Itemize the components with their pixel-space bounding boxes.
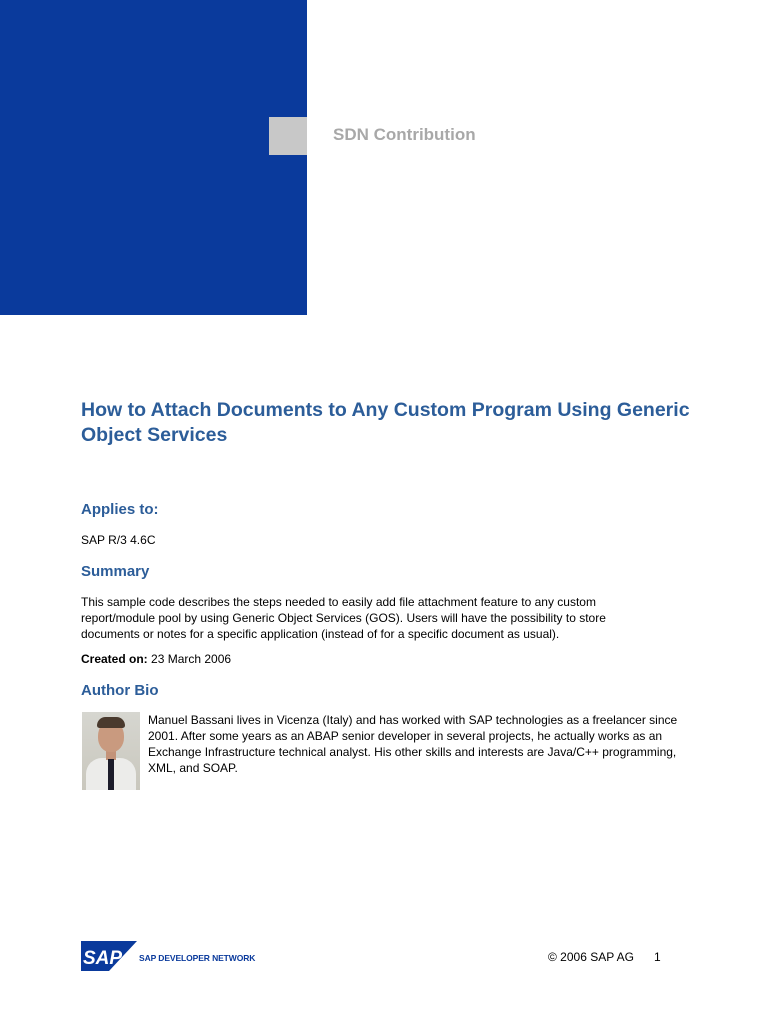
created-on-label: Created on: — [81, 652, 148, 666]
applies-to-heading: Applies to: — [81, 501, 159, 518]
copyright-text: © 2006 SAP AG — [548, 950, 635, 964]
applies-to-value: SAP R/3 4.6C — [81, 533, 156, 547]
created-on-line — [81, 651, 231, 667]
created-on-date: 23 March 2006 — [151, 652, 232, 666]
summary-text: This sample code describes the steps needed to easily add file attachment feature to any custom report/module pool by using Generic Object Services (GOS). Users will have the possibility to store documents or notes for a specific application (instead of for a specific document as usual). — [81, 595, 606, 641]
author-photo — [82, 712, 140, 790]
cover-blue-block — [0, 0, 307, 315]
author-photo-tie — [108, 759, 114, 790]
sap-developer-network-label: SAP DEVELOPER NETWORK — [139, 953, 256, 963]
document-title: How to Attach Documents to Any Custom Program Using Generic Object Services — [81, 399, 690, 446]
author-photo-hair — [97, 717, 125, 728]
author-bio-text: Manuel Bassani lives in Vicenza (Italy) and has worked with SAP technologies as a freelancer since 2001. After some years as an ABAP senior developer in several projects, he actually works as an Exchange Infrastructure technical analyst. His other skills and interests are Java/C++ programming, XML, and SOAP. — [148, 713, 678, 775]
page-number: 1 — [654, 950, 661, 964]
author-bio-heading: Author Bio — [81, 682, 159, 699]
sap-logo — [81, 941, 137, 971]
cover-gray-square — [269, 117, 307, 155]
sap-logo-text: SAP — [83, 948, 123, 969]
summary-heading: Summary — [81, 563, 150, 580]
sdn-contribution-label: SDN Contribution — [333, 125, 476, 144]
